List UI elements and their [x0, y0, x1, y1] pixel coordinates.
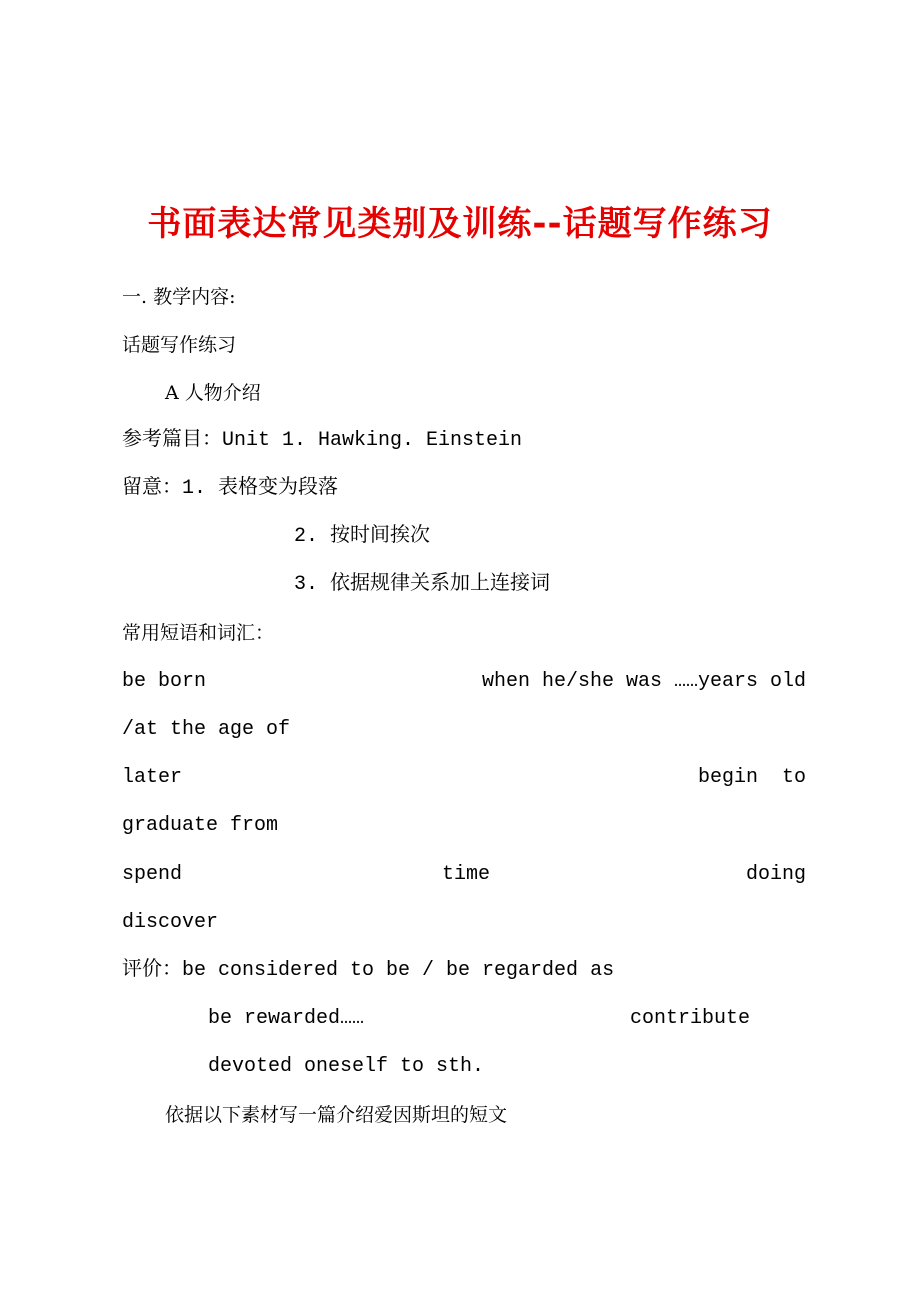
subtopic-label: A 人物介绍 [165, 382, 261, 404]
phrase-begin-to: begin to [697, 766, 806, 789]
phrases-heading: 常用短语和词汇： [122, 622, 275, 644]
phrase-later: later [122, 766, 183, 789]
page-title: 书面表达常见类别及训练--话题写作练习 [147, 204, 773, 244]
topic-label: 话题写作练习 [122, 334, 237, 356]
phrase-doing: doing [745, 863, 806, 886]
phrase-be-born: be born [122, 670, 207, 693]
phrase-when-years-old: when he/she was ……years old [481, 670, 806, 693]
evaluation-be-rewarded: be rewarded…… [208, 1007, 365, 1030]
evaluation-line-1: 评价：be considered to be / be regarded as [122, 959, 615, 982]
phrase-time: time [442, 863, 491, 886]
section-heading: 一. 教学内容: [122, 286, 236, 308]
evaluation-devoted: devoted oneself to sth. [208, 1055, 485, 1078]
notes-item-1: 留意：1. 表格变为段落 [122, 477, 339, 500]
phrase-spend: spend [122, 863, 183, 886]
evaluation-contribute: contribute [630, 1007, 751, 1030]
writing-task: 依据以下素材写一篇介绍爱因斯坦的短文 [165, 1104, 508, 1126]
phrase-discover: discover [122, 911, 219, 934]
notes-item-3: 3. 依据规律关系加上连接词 [294, 573, 551, 596]
phrase-at-the-age-of: /at the age of [122, 718, 291, 741]
reference-line: 参考篇目：Unit 1. Hawking. Einstein [122, 429, 523, 452]
phrase-graduate-from: graduate from [122, 814, 279, 837]
notes-item-2: 2. 按时间挨次 [294, 525, 431, 548]
